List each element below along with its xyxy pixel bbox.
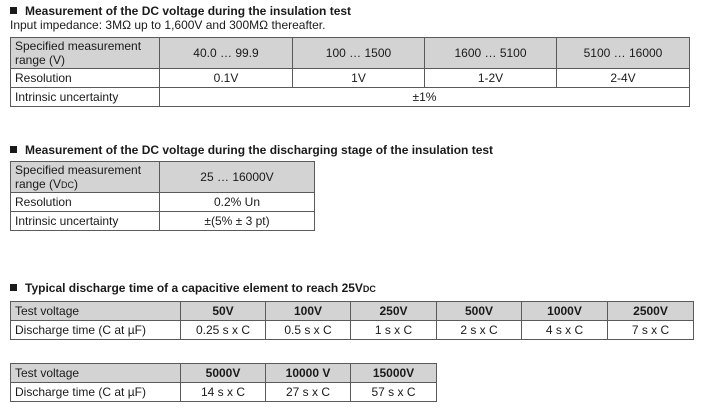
table-row [11,193,315,212]
uncertainty-label-cell: Intrinsic uncertainty [11,212,160,231]
resolution-label-cell: Resolution [11,69,160,88]
resolution-cell: 1V [293,69,425,88]
range-cell: 1600 … 5100 [425,38,557,69]
range-cell: 5100 … 16000 [557,38,690,69]
voltage-cell: 10000 V [266,364,351,383]
discharge-time-table-1 [10,301,694,340]
range-label-cell [11,162,160,193]
time-cell: 2 s x C [437,321,522,340]
voltage-cell: 5000V [181,364,266,383]
bullet-square-icon [10,284,17,291]
time-cell: 14 s x C [181,383,266,402]
table-row [11,212,315,231]
voltage-cell: 1000V [522,302,608,321]
section1-note: Input impedance: 3MΩ up to 1,600V and 300MΩ thereafter. [10,18,326,32]
discharge-time-table-2 [10,363,437,402]
bullet-square-icon [10,7,17,14]
discharge-label-cell: Discharge time (C at µF) [11,383,181,402]
voltage-cell: 50V [181,302,266,321]
voltage-cell: 250V [351,302,437,321]
time-cell: 0.5 s x C [266,321,351,340]
table-row [11,88,690,107]
voltage-cell: 500V [437,302,522,321]
bullet-square-icon [10,146,17,153]
section3-title: Typical discharge time of a capacitive element to reach 25V [25,281,363,295]
range-cell: 40.0 … 99.9 [160,38,293,69]
section1-heading [10,4,351,18]
time-cell: 27 s x C [266,383,351,402]
range-label-cell: Specified measurement range (V) [11,38,160,69]
time-cell: 57 s x C [351,383,437,402]
resolution-label-cell: Resolution [11,193,160,212]
table-row [11,302,694,321]
test-voltage-label-cell: Test voltage [11,364,181,383]
uncertainty-cell: ±(5% ± 3 pt) [160,212,315,231]
section3-heading [10,281,376,295]
resolution-cell: 1-2V [425,69,557,88]
dc-voltage-insulation-table [10,37,690,107]
range-label-line1: Specified measurement [15,162,142,177]
time-cell: 1 s x C [351,321,437,340]
table-row [11,162,315,193]
resolution-cell: 0.1V [160,69,293,88]
resolution-cell: 2-4V [557,69,690,88]
voltage-cell: 15000V [351,364,437,383]
time-cell: 4 s x C [522,321,608,340]
table-row [11,364,437,383]
table-row [11,38,690,69]
voltage-cell: 100V [266,302,351,321]
range-cell: 25 … 16000V [160,162,315,193]
uncertainty-cell: ±1% [160,88,690,107]
section1-title: Measurement of the DC voltage during the insulation test [25,4,352,18]
table-row [11,383,437,402]
section2-title: Measurement of the DC voltage during the discharging stage of the insulation test [25,143,494,157]
section3-title-sub: DC [362,284,376,294]
dc-voltage-discharging-table [10,161,315,231]
range-label-line2: range (VDC) [15,176,79,191]
range-label-sub: DC [61,179,75,190]
discharge-label-cell: Discharge time (C at µF) [11,321,181,340]
voltage-cell: 2500V [608,302,694,321]
time-cell: 0.25 s x C [181,321,266,340]
table-row [11,69,690,88]
section2-heading [10,143,493,157]
range-cell: 100 … 1500 [293,38,425,69]
uncertainty-label-cell: Intrinsic uncertainty [11,88,160,107]
test-voltage-label-cell: Test voltage [11,302,181,321]
time-cell: 7 s x C [608,321,694,340]
table-row [11,321,694,340]
resolution-cell: 0.2% Un [160,193,315,212]
